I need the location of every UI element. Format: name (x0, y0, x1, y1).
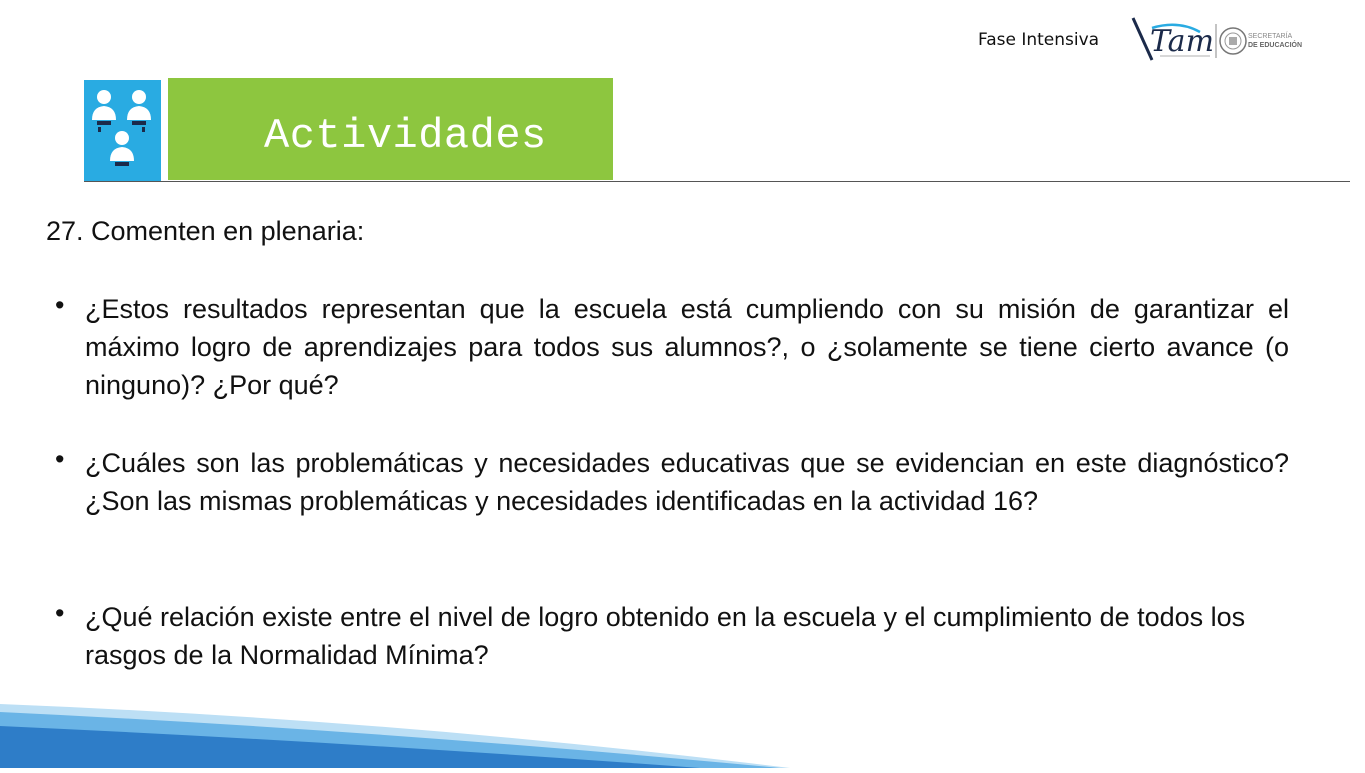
footer-swoosh (0, 690, 800, 768)
discussion-question: ¿Cuáles son las problemáticas y necesidades educativas que se evidencian en este diagnóstico? ¿Son las mismas problemáticas y necesidades identificadas en la actividad 16? (85, 448, 1289, 516)
bullet-marker: • (55, 598, 65, 628)
activity-heading: 27. Comenten en plenaria: (46, 216, 365, 246)
logo-secretaria-line1: SECRETARÍA (1248, 33, 1293, 40)
phase-label: Fase Intensiva (978, 30, 1100, 50)
section-title: Actividades (264, 112, 547, 160)
bullet-marker: • (55, 290, 65, 320)
discussion-question: ¿Estos resultados representan que la escuela está cumpliendo con su misión de garantizar el máximo logro de aprendizajes para todos sus alumnos?, o ¿solamente se tiene cierto avance (o ninguno)? ¿Por qué? (85, 294, 1289, 400)
government-logo (1130, 14, 1312, 66)
logo-tam-text: Tam (1150, 24, 1215, 59)
bullet-marker: • (55, 444, 65, 474)
people-group-icon (84, 80, 164, 182)
logo-secretaria-line2: DE EDUCACIÓN (1248, 42, 1303, 49)
discussion-question: ¿Qué relación existe entre el nivel de logro obtenido en la escuela y el cumplimiento de todos los rasgos de la Normalidad Mínima? (85, 602, 1246, 670)
section-divider (84, 181, 1350, 182)
